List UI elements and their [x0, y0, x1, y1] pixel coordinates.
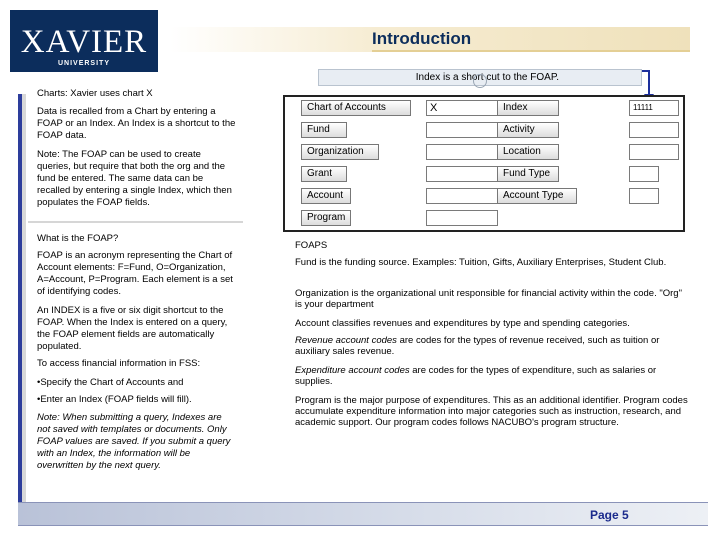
charts-text: Charts: Xavier uses chart X [37, 88, 153, 99]
fund-input[interactable] [426, 122, 498, 138]
fund-type-input[interactable] [629, 166, 659, 182]
program-input[interactable] [426, 210, 498, 226]
index-button[interactable]: Index [497, 100, 559, 116]
activity-button[interactable]: Activity [497, 122, 559, 138]
org-description: Organization is the organizational unit responsible for financial activity within the code. "Org" is your department [295, 288, 682, 310]
organization-button[interactable]: Organization [301, 144, 379, 160]
access-text: To access financial information in FSS: [37, 358, 201, 369]
page-title: Introduction [372, 29, 472, 48]
program-button[interactable]: Program [301, 210, 351, 226]
location-button[interactable]: Location [497, 144, 559, 160]
expenditure-term: Expenditure account codes [295, 365, 410, 376]
recall-text: Data is recalled from a Chart by entering a FOAP or an Index. An Index is a shortcut to the FOAP data. [37, 106, 236, 141]
revenue-description [295, 335, 690, 357]
account-input[interactable] [426, 188, 498, 204]
chart-input[interactable]: X [426, 100, 498, 116]
header [0, 0, 720, 80]
organization-input[interactable] [426, 144, 498, 160]
grant-input[interactable] [426, 166, 498, 182]
logo-main-text: XAVIER [20, 24, 148, 60]
query-note: Note: When submitting a query, Indexes are not saved with templates or documents. Only FOAP values are saved. If you submit a query with an Index, the information will be overwritten by the next query. [37, 412, 231, 471]
account-type-input[interactable] [629, 188, 659, 204]
account-type-button[interactable]: Account Type [497, 188, 577, 204]
note-text: Note: The FOAP can be used to create queries, but require that both the org and the fund be entered. The same data can be recalled by entering a single Index, which then populates the FOAP fields. [37, 149, 232, 208]
arrow-connector-vertical [648, 70, 650, 96]
account-button[interactable]: Account [301, 188, 351, 204]
xavier-logo [10, 10, 158, 72]
index-definition: An INDEX is a five or six digit shortcut to the FOAP. When the Index is entered on a query, the FOAP element fields are automatically populated. [37, 305, 228, 352]
grant-button[interactable]: Grant [301, 166, 347, 182]
what-is-foap-heading: What is the FOAP? [37, 233, 119, 244]
callout-circle-icon [473, 74, 487, 88]
fund-description: Fund is the funding source. Examples: Tuition, Gifts, Auxiliary Enterprises, Student Club. [295, 257, 667, 268]
index-input[interactable]: 11111 [629, 100, 679, 116]
expenditure-rest: are codes for the types of expenditure, such as salaries or supplies. [295, 365, 657, 387]
foaps-heading: FOAPS [295, 240, 328, 251]
title-underline [372, 50, 690, 52]
foap-definition: FOAP is an acronym representing the Chart of Account elements: F=Fund, O=Organization, A=Account, P=Program. Each element is a set of identifying codes. [37, 250, 233, 297]
program-description: Program is the major purpose of expenditures. This as an additional identifier. Program codes accumulate expenditure information into major categories such as instruction, research, and academic support. Our program codes follows NACUBO's program structure. [295, 395, 688, 428]
expenditure-description [295, 365, 690, 387]
fund-type-button[interactable]: Fund Type [497, 166, 559, 182]
step-enter-index: •Enter an Index (FOAP fields will fill). [37, 394, 192, 405]
foap-form [283, 95, 685, 232]
divider [28, 221, 243, 223]
chart-of-accounts-button[interactable]: Chart of Accounts [301, 100, 411, 116]
left-accent-shadow [22, 94, 26, 516]
revenue-rest: are codes for the types of revenue received, such as tuition or auxiliary sales revenue. [295, 335, 660, 357]
page-number: Page 5 [590, 508, 629, 522]
step-specify-chart: •Specify the Chart of Accounts and [37, 377, 184, 388]
fund-button[interactable]: Fund [301, 122, 347, 138]
account-description: Account classifies revenues and expenditures by type and spending categories. [295, 318, 630, 329]
logo-sub-text: UNIVERSITY [57, 60, 110, 67]
activity-input[interactable] [629, 122, 679, 138]
revenue-term: Revenue account codes [295, 335, 397, 346]
index-callout: Index is a short cut to the FOAP. [318, 69, 642, 86]
location-input[interactable] [629, 144, 679, 160]
